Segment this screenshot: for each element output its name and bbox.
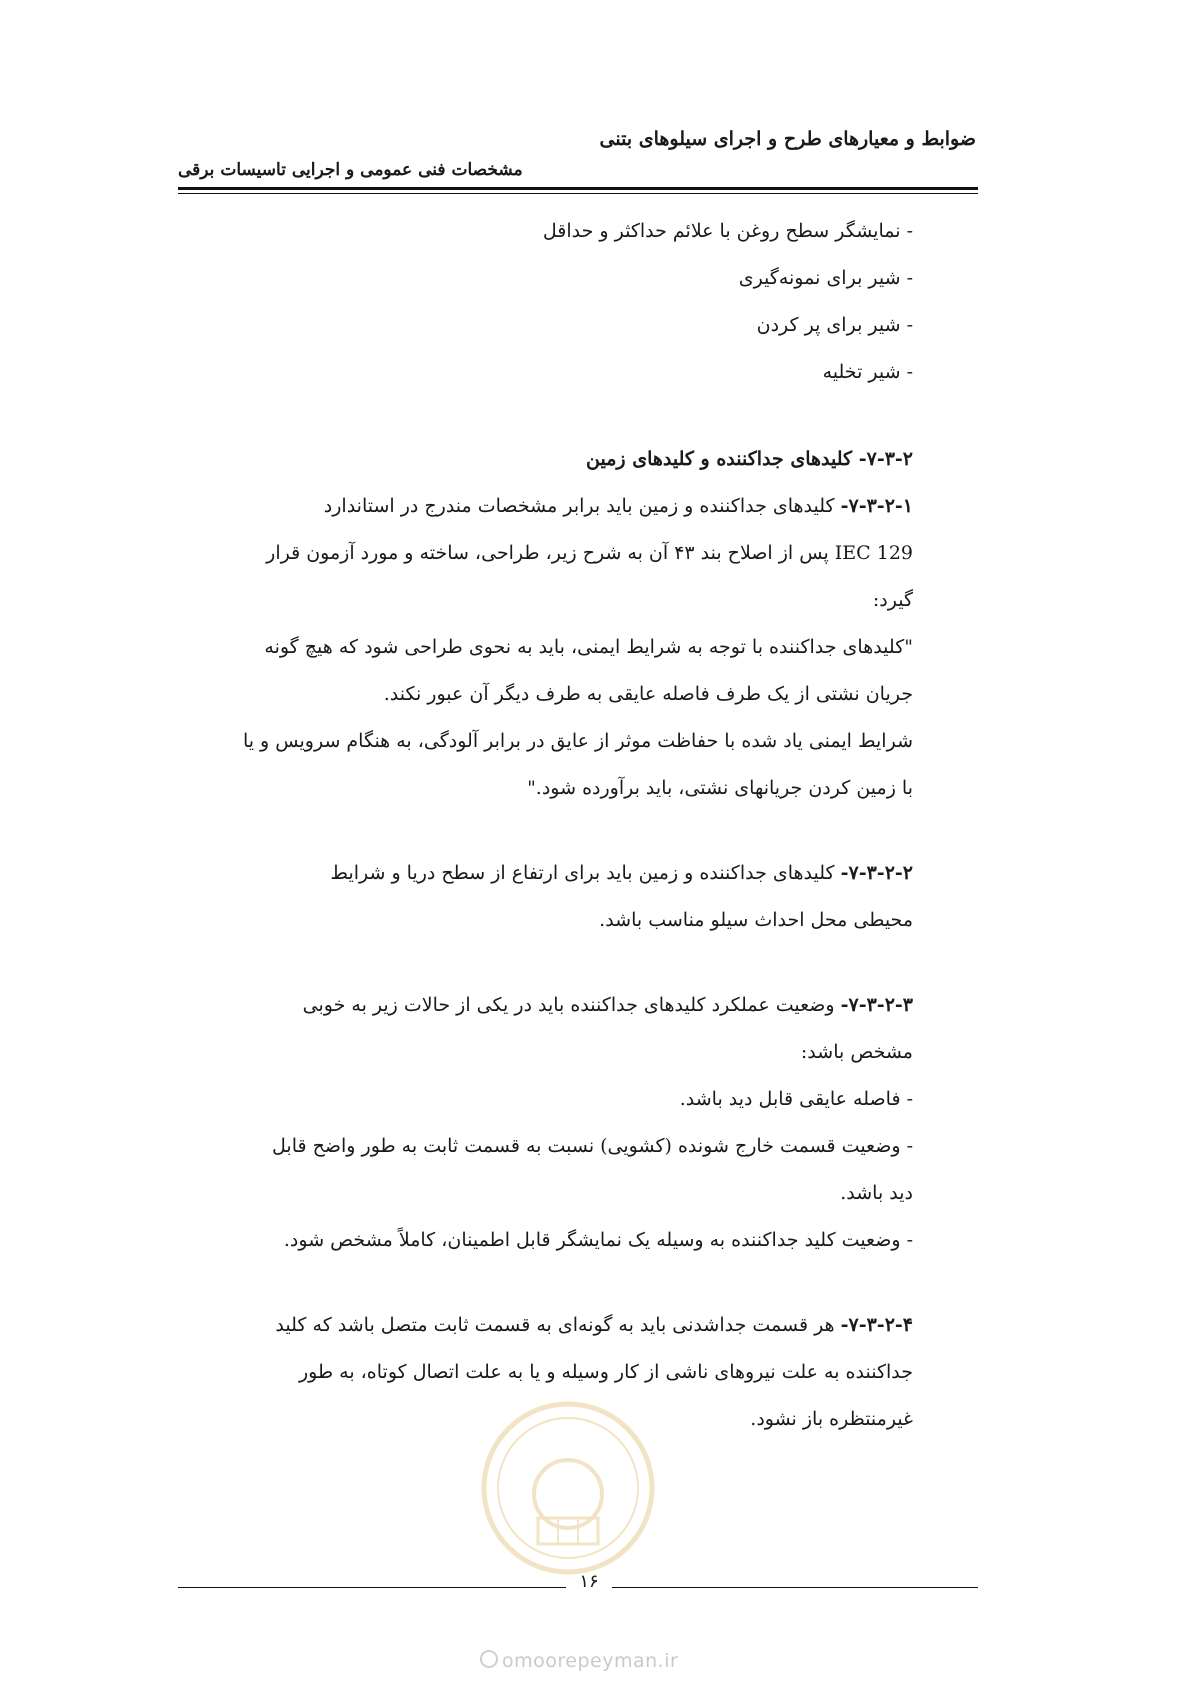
list-item: - فاصله عایقی قابل دید باشد. <box>679 1088 913 1110</box>
paragraph-line: گیرد: <box>872 589 913 611</box>
paragraph-text: وضعیت عملکرد کلیدهای جداکننده باید در یکی از حالات زیر به خوبی <box>302 994 841 1016</box>
list-item: - شیر تخلیه <box>822 361 913 383</box>
quote-line: جریان نشتی از یک طرف فاصله عایقی به طرف دیگر آن عبور نکند. <box>383 683 913 705</box>
watermark-url-text: omoorepeyman.ir <box>502 1650 679 1672</box>
clause-number: ۷-۳-۲-۲- <box>840 862 913 884</box>
paragraph-line <box>178 1302 913 1349</box>
spacer <box>178 1264 913 1302</box>
watermark-url <box>480 1650 678 1672</box>
paragraph-line: غیرمنتظره باز نشود. <box>750 1408 913 1430</box>
list-item: - وضعیت کلید جداکننده به وسیله یک نمایشگر قابل اطمینان، کاملاً مشخص شود. <box>283 1229 913 1251</box>
paragraph-line: مشخص باشد: <box>800 1041 913 1063</box>
list-item: - وضعیت قسمت خارج شونده (کشویی) نسبت به قسمت ثابت به طور واضح قابل <box>272 1135 913 1157</box>
paragraph-line <box>178 850 913 897</box>
paragraph-text: کلیدهای جداکننده و زمین باید برای ارتفاع از سطح دریا و شرایط <box>330 862 841 884</box>
spacer <box>178 396 913 436</box>
quote-line: "کلیدهای جداکننده با توجه به شرایط ایمنی، باید به نحوی طراحی شود که هیچ گونه <box>264 636 913 658</box>
paragraph-line: محیطی محل احداث سیلو مناسب باشد. <box>599 909 913 931</box>
header-title: ضوابط و معیارهای طرح و اجرای سیلوهای بتنی <box>599 128 976 150</box>
seal-watermark <box>478 1398 658 1578</box>
paragraph-text: کلیدهای جداکننده و زمین باید برابر مشخصات مندرج در استاندارد <box>323 495 841 517</box>
quote-line: با زمین کردن جریانهای نشتی، باید برآورده شود." <box>527 777 913 799</box>
section-heading: ۷-۳-۲- کلیدهای جداکننده و کلیدهای زمین <box>586 448 913 470</box>
paragraph-line <box>178 483 913 530</box>
paragraph-line: IEC 129 پس از اصلاح بند ۴۳ آن به شرح زیر، طراحی، ساخته و مورد آزمون قرار <box>266 542 913 564</box>
list-item: دید باشد. <box>840 1182 913 1204</box>
quote-line: شرایط ایمنی یاد شده با حفاظت موثر از عایق در برابر آلودگی، به هنگام سرویس و یا <box>242 730 913 752</box>
clause-number: ۷-۳-۲-۱- <box>840 495 913 517</box>
paragraph-line: جداکننده به علت نیروهای ناشی از کار وسیله و یا به علت اتصال کوتاه، به طور <box>298 1361 913 1383</box>
footer-rule-left <box>178 1587 566 1588</box>
globe-icon <box>480 1650 498 1668</box>
header-subtitle: مشخصات فنی عمومی و اجرایی تاسیسات برقی <box>178 160 523 180</box>
list-item: - شیر برای نمونه‌گیری <box>738 267 913 289</box>
header-rule-thin <box>178 193 978 194</box>
spacer <box>178 812 913 850</box>
paragraph-text: هر قسمت جداشدنی باید به گونه‌ای به قسمت ثابت متصل باشد که کلید <box>275 1314 841 1336</box>
footer-rule-right <box>612 1587 978 1588</box>
clause-number: ۷-۳-۲-۳- <box>840 994 913 1016</box>
list-item: - نمایشگر سطح روغن با علائم حداکثر و حداقل <box>542 220 913 242</box>
header-rule-thick <box>178 187 978 190</box>
clause-number: ۷-۳-۲-۴- <box>840 1314 913 1336</box>
list-item: - شیر برای پر کردن <box>756 314 913 336</box>
page-number: ۱۶ <box>579 1571 599 1592</box>
document-body <box>178 208 913 1443</box>
spacer <box>178 944 913 982</box>
paragraph-line <box>178 982 913 1029</box>
